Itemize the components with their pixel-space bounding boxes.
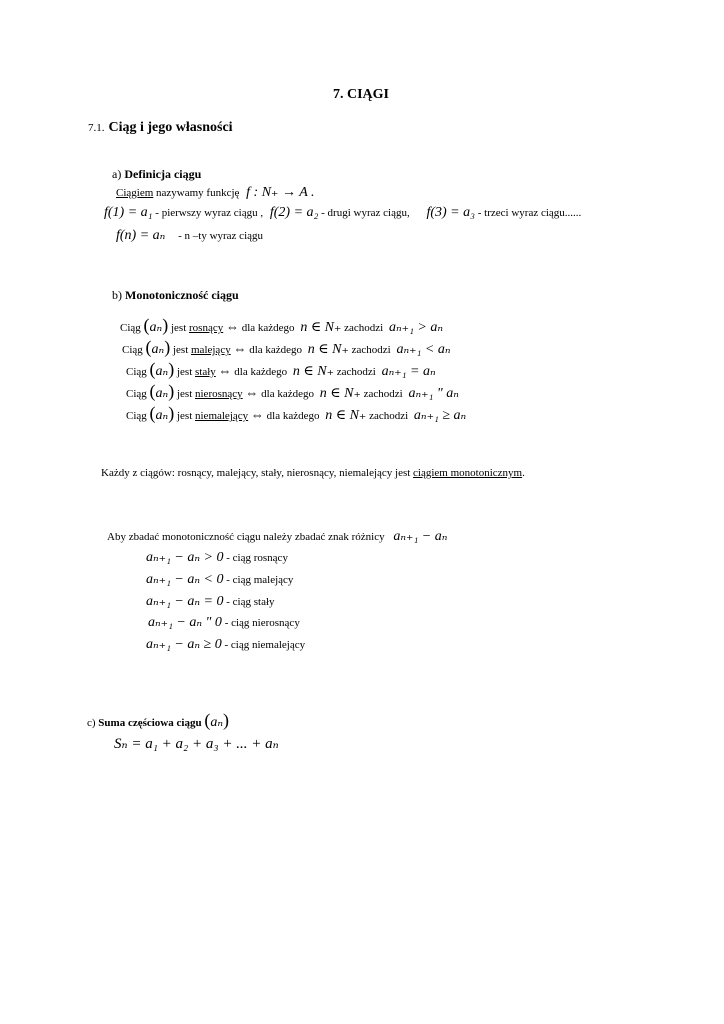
summary-text: Każdy z ciągów: rosnący, malejący, stały, nierosnący, niemalejący jest (101, 467, 411, 479)
row-zachodzi: zachodzi (369, 410, 409, 422)
monotonic-row-4: Ciąg (aₙ) jest nierosnący ⇔ dla każdego n ∈ N₊ zachodzi aₙ₊₁ " aₙ (126, 381, 459, 401)
difference-formula: aₙ₊₁ − aₙ ≥ 0 (146, 637, 222, 652)
definition-term: Ciągiem (116, 187, 154, 199)
row-zachodzi: zachodzi (336, 366, 376, 378)
row-condition: n ∈ N₊ (325, 408, 367, 423)
difference-formula: aₙ₊₁ − aₙ < 0 (146, 572, 224, 587)
nth-term-line (116, 227, 263, 244)
row-jest: jest (176, 410, 193, 422)
iff-symbol: ⇔ (225, 319, 239, 334)
subsection-c-heading: c) Suma częściowa ciągu (aₙ) (87, 710, 229, 730)
row-seq: aₙ (155, 386, 169, 401)
difference-formula: aₙ₊₁ − aₙ > 0 (146, 550, 224, 565)
row-condition: n ∈ N₊ (307, 342, 349, 357)
fn-formula: f(n) = aₙ (116, 228, 166, 243)
subsection-c-seq: aₙ (210, 715, 223, 730)
row-prefix: Ciąg (126, 366, 147, 378)
partial-sum-formula (114, 734, 279, 753)
row-seq: aₙ (155, 408, 169, 423)
difference-row-2 (146, 571, 293, 588)
row-kind: stały (195, 366, 216, 378)
row-jest: jest (172, 344, 189, 356)
subsection-a-heading (112, 167, 201, 182)
f3-text: - trzeci wyraz ciągu...... (477, 207, 582, 219)
row-kind: malejący (191, 344, 231, 356)
iff-symbol: ⇔ (245, 385, 259, 400)
difference-row-1 (146, 549, 288, 566)
subsection-a-title: Definicja ciągu (124, 167, 202, 181)
iff-symbol: ⇔ (250, 407, 264, 422)
difference-row-5 (146, 636, 305, 653)
iff-symbol: ⇔ (233, 341, 247, 356)
row-dla: dla każdego (241, 322, 295, 334)
terms-line (104, 205, 581, 221)
difference-intro-formula: aₙ₊₁ − aₙ (393, 529, 448, 544)
definition-text: nazywamy funkcję (156, 187, 240, 199)
row-dla: dla każdego (234, 366, 288, 378)
section-title: Ciąg i jego własności (108, 120, 233, 135)
difference-formula: aₙ₊₁ − aₙ " 0 (148, 615, 222, 630)
row-condition: n ∈ N₊ (292, 364, 334, 379)
row-jest: jest (170, 322, 187, 334)
row-seq: aₙ (149, 320, 163, 335)
f1-text: - pierwszy wyraz ciągu , (155, 207, 264, 219)
difference-row-3 (146, 593, 275, 610)
f1-formula: f(1) = a₁ (104, 205, 153, 220)
difference-text: - ciąg rosnący (226, 552, 288, 564)
difference-intro (107, 528, 447, 545)
section-heading (88, 118, 233, 136)
subsection-b-label: b) (112, 288, 122, 302)
definition-line (116, 184, 315, 201)
subsection-b-heading (112, 288, 239, 303)
monotonic-summary (101, 467, 525, 479)
difference-text: - ciąg malejący (226, 574, 294, 586)
subsection-c-title: Suma częściowa ciągu (98, 717, 202, 729)
subsection-b-title: Monotoniczność ciągu (125, 288, 239, 302)
row-condition: n ∈ N₊ (319, 386, 361, 401)
partial-sum-expression: Sₙ = a₁ + a₂ + a₃ + ... + aₙ (114, 736, 279, 752)
iff-symbol: ⇔ (218, 363, 232, 378)
monotonic-row-2: Ciąg (aₙ) jest malejący ⇔ dla każdego n ∈ N₊ zachodzi aₙ₊₁ < aₙ (122, 337, 451, 357)
row-zachodzi: zachodzi (363, 388, 403, 400)
row-relation: aₙ₊₁ = aₙ (381, 364, 436, 379)
row-dla: dla każdego (261, 388, 314, 400)
section-number: 7.1. (88, 122, 105, 134)
row-condition: n ∈ N₊ (300, 320, 342, 335)
row-jest: jest (176, 366, 193, 378)
monotonic-row-3: Ciąg (aₙ) jest stały ⇔ dla każdego n ∈ N₊ zachodzi aₙ₊₁ = aₙ (126, 359, 436, 379)
definition-formula: f : N₊ → A . (246, 185, 315, 200)
row-dla: dla każdego (266, 410, 320, 422)
chapter-title: 7. CIĄGI (333, 87, 390, 102)
difference-row-4 (148, 614, 300, 631)
difference-text: - ciąg stały (226, 596, 275, 608)
row-prefix: Ciąg (120, 322, 141, 334)
difference-text: - ciąg nierosnący (224, 617, 300, 629)
row-zachodzi: zachodzi (344, 322, 384, 334)
row-relation: aₙ₊₁ > aₙ (389, 320, 444, 335)
monotonic-row-5: Ciąg (aₙ) jest niemalejący ⇔ dla każdego n ∈ N₊ zachodzi aₙ₊₁ ≥ aₙ (126, 403, 467, 423)
summary-term: ciągiem monotonicznym (413, 467, 523, 479)
row-kind: nierosnący (195, 388, 243, 400)
row-seq: aₙ (155, 364, 169, 379)
f2-text: - drugi wyraz ciągu, (321, 207, 410, 219)
row-dla: dla każdego (249, 344, 303, 356)
row-prefix: Ciąg (122, 344, 143, 356)
difference-text: - ciąg niemalejący (224, 639, 306, 651)
fn-text: - n –ty wyraz ciągu (178, 230, 264, 242)
row-prefix: Ciąg (126, 388, 147, 400)
row-relation: aₙ₊₁ < aₙ (396, 342, 451, 357)
f2-formula: f(2) = a₂ (269, 205, 319, 220)
monotonic-row-1: Ciąg (aₙ) jest rosnący ⇔ dla każdego n ∈ N₊ zachodzi aₙ₊₁ > aₙ (120, 315, 444, 335)
subsection-c-label: c) (87, 717, 96, 729)
row-relation: aₙ₊₁ ≥ aₙ (413, 408, 467, 423)
row-kind: rosnący (189, 322, 224, 334)
difference-intro-text: Aby zbadać monotoniczność ciągu należy zbadać znak różnicy (107, 531, 385, 543)
row-seq: aₙ (151, 342, 165, 357)
row-jest: jest (176, 388, 193, 400)
row-prefix: Ciąg (126, 410, 147, 422)
row-kind: niemalejący (195, 410, 249, 422)
row-relation: aₙ₊₁ " aₙ (408, 386, 459, 401)
summary-end: . (522, 467, 525, 479)
difference-formula: aₙ₊₁ − aₙ = 0 (146, 594, 224, 609)
subsection-a-label: a) (112, 167, 122, 181)
row-zachodzi: zachodzi (351, 344, 391, 356)
f3-formula: f(3) = a₃ (426, 205, 475, 220)
